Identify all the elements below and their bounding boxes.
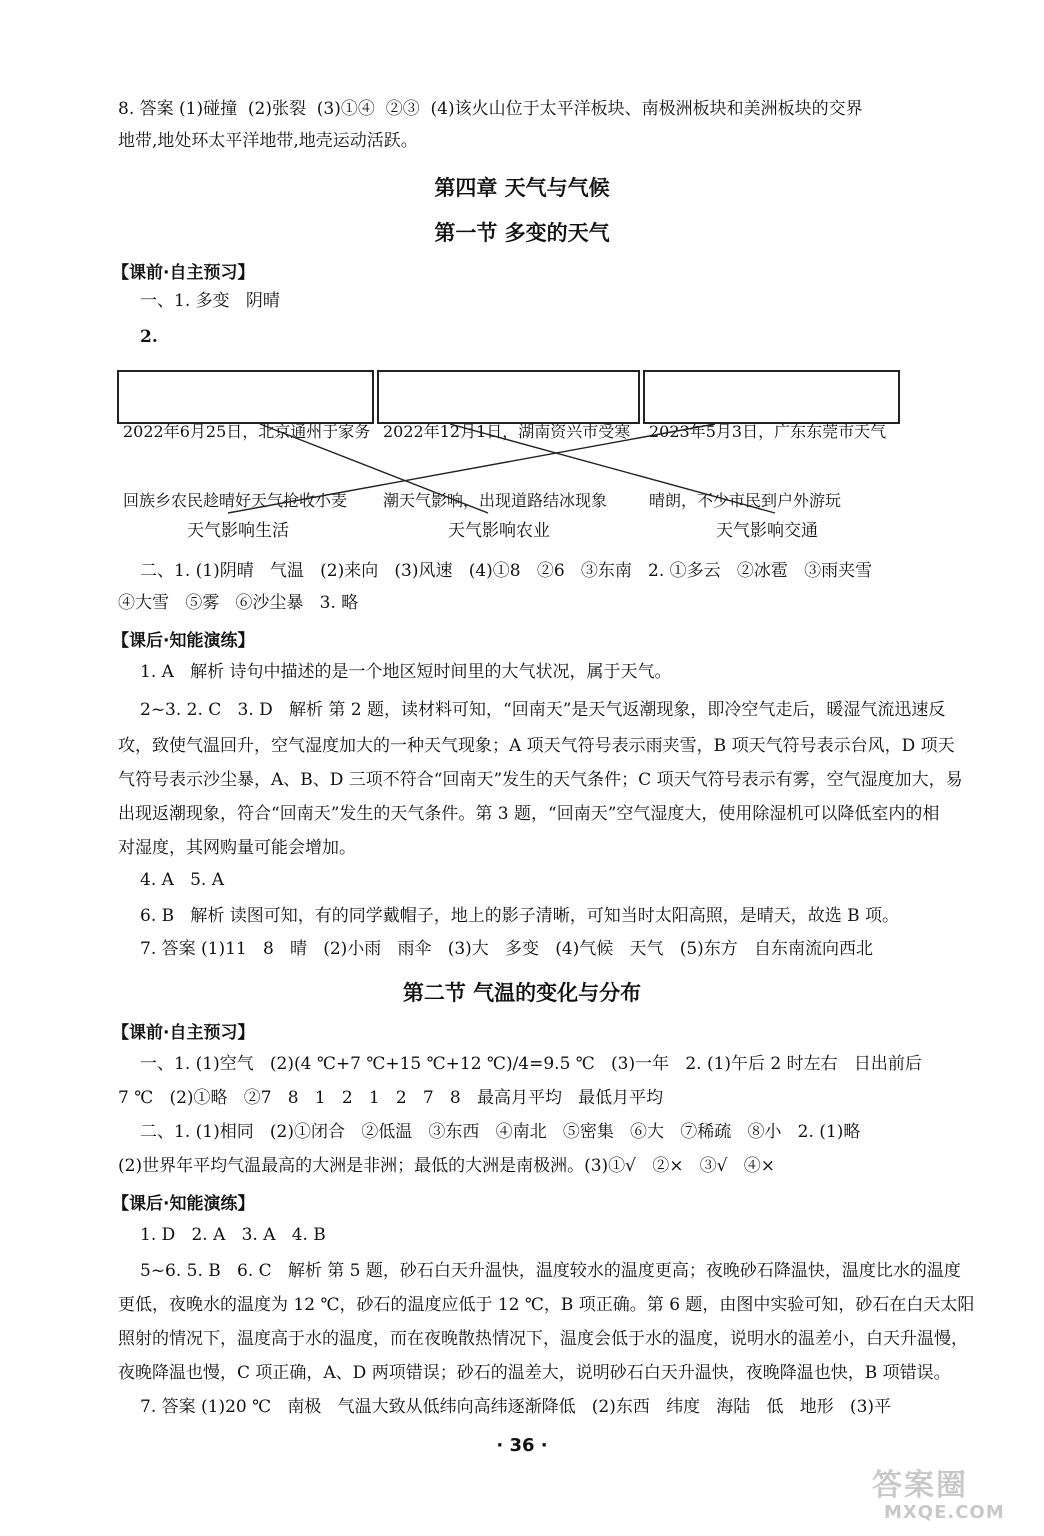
section-1-pre-tag: 【课前·自主预习】 — [112, 263, 255, 283]
s1-post-a4: 4. A 5. A — [140, 870, 225, 890]
s2-post-a1: 1. D 2. A 3. A 4. B — [140, 1225, 326, 1245]
section-2-post-tag: 【课后·知能演练】 — [112, 1194, 255, 1214]
s2-post-a5-line-4: 夜晚降温也慢，C 项正确，A、D 两项错误；砂石的温差大，说明砂石白天升温快，夜晚降温也快，B 项错误。 — [118, 1363, 951, 1383]
match-line-3 — [228, 424, 715, 513]
q8-line-1: 8. 答案 (1)碰撞 (2)张裂 (3)①④ ②③ (4)该火山位于太平洋板块、南极洲板块和美洲板块的交界 — [118, 99, 863, 119]
event-box-1-line-2: 回族乡农民趁晴好天气抢收小麦 — [123, 491, 348, 510]
s1-post-a2-line-5: 对湿度，其网购量可能会增加。 — [118, 838, 356, 858]
label-agriculture: 天气影响农业 — [448, 521, 550, 541]
section-1-title: 第一节 多变的天气 — [434, 221, 610, 245]
s1-post-a2-line-1: 2~3. 2. C 3. D 解析 第 2 题，读材料可知，“回南天”是天气返潮现象，即冷空气走后，暖湿气流迅速反 — [140, 700, 946, 720]
event-box-2-line-2: 潮天气影响，出现道路结冰现象 — [383, 491, 608, 510]
s2-post-a5-line-3: 照射的情况下，温度高于水的温度，而在夜晚散热情况下，温度会低于水的温度，说明水的温差小，白天升温慢， — [118, 1329, 968, 1349]
match-line-1 — [260, 424, 488, 513]
section-2-pre-tag: 【课前·自主预习】 — [112, 1023, 255, 1043]
label-traffic: 天气影响交通 — [716, 521, 818, 541]
watermark-logo: 答案圈 — [872, 1468, 968, 1503]
s2-pre-p2: 7 ℃ (2)①略 ②7 8 1 2 1 2 7 8 最高月平均 最低月平均 — [118, 1088, 664, 1108]
s2-post-a5-line-1: 5~6. 5. B 6. C 解析 第 5 题，砂石白天升温快，温度较水的温度更高；夜晚砂石降温快，温度比水的温度 — [140, 1261, 961, 1281]
s2-pre-p3: 二、1. (1)相同 (2)①闭合 ②低温 ③东西 ④南北 ⑤密集 ⑥大 ⑦稀疏 ⑧小 2. (1)略 — [140, 1122, 861, 1142]
s2-post-a5-line-2: 更低，夜晚水的温度为 12 ℃，砂石的温度应低于 12 ℃，B 项正确。第 6 题，由图中实验可知，砂石在白天太阳 — [118, 1295, 975, 1315]
s2-pre-p4: (2)世界年平均气温最高的大洲是非洲；最低的大洲是南极洲。(3)①√ ②× ③√ ④× — [118, 1156, 775, 1176]
watermark-site: MXQE.COM — [884, 1502, 1005, 1523]
s1-pre-p2: 2. — [140, 327, 158, 347]
s1-post-a2-line-2: 攻，致使气温回升，空气湿度加大的一种天气现象；A 项天气符号表示雨夹雪，B 项天气符号表示台风，D 项天 — [118, 736, 955, 756]
match-line-2 — [450, 424, 775, 513]
event-box-3-line-1: 2023年5月3日，广东东莞市天气 — [649, 422, 887, 441]
s1-pre-p3: 二、1. (1)阴晴 气温 (2)来向 (3)风速 (4)①8 ②6 ③东南 2. ①多云 ②冰雹 ③雨夹雪 — [140, 561, 873, 581]
s1-post-a2-line-3: 气符号表示沙尘暴，A、B、D 三项不符合“回南天”发生的天气条件；C 项天气符号表示有雾，空气湿度加大，易 — [118, 770, 963, 790]
s1-post-a6: 6. B 解析 读图可知，有的同学戴帽子，地上的影子清晰，可知当时太阳高照，是晴天，故选 B 项。 — [140, 906, 900, 926]
s1-post-a7: 7. 答案 (1)11 8 晴 (2)小雨 雨伞 (3)大 多变 (4)气候 天气 (5)东方 自东南流向西北 — [140, 939, 873, 959]
s1-pre-p1: 一、1. 多变 阴晴 — [140, 291, 280, 311]
s1-post-a1: 1. A 解析 诗句中描述的是一个地区短时间里的大气状况，属于天气。 — [140, 662, 672, 682]
page-number: · 36 · — [496, 1435, 548, 1456]
s2-pre-p1: 一、1. (1)空气 (2)(4 ℃+7 ℃+15 ℃+12 ℃)/4=9.5 ℃ (3)一年 2. (1)午后 2 时左右 日出前后 — [140, 1054, 922, 1074]
event-box-1-line-1: 2022年6月25日，北京通州于家务 — [123, 422, 371, 441]
event-box-2-line-1: 2022年12月1日，湖南资兴市受寒 — [383, 422, 631, 441]
s1-pre-p4: ④大雪 ⑤雾 ⑥沙尘暴 3. 略 — [118, 593, 359, 613]
event-box-3-line-2: 晴朗，不少市民到户外游玩 — [649, 491, 842, 510]
label-life: 天气影响生活 — [187, 521, 289, 541]
s2-post-a7: 7. 答案 (1)20 ℃ 南极 气温大致从低纬向高纬逐渐降低 (2)东西 纬度 海陆 低 地形 (3)平 — [140, 1397, 892, 1417]
s1-post-a2-line-4: 出现返潮现象，符合“回南天”发生的天气条件。第 3 题，“回南天”空气湿度大，使用除湿机可以降低室内的相 — [118, 804, 940, 824]
section-2-title: 第二节 气温的变化与分布 — [402, 981, 642, 1005]
section-1-post-tag: 【课后·知能演练】 — [112, 631, 255, 651]
q8-line-2: 地带,地处环太平洋地带,地壳运动活跃。 — [118, 131, 418, 151]
chapter-title: 第四章 天气与气候 — [434, 176, 610, 200]
